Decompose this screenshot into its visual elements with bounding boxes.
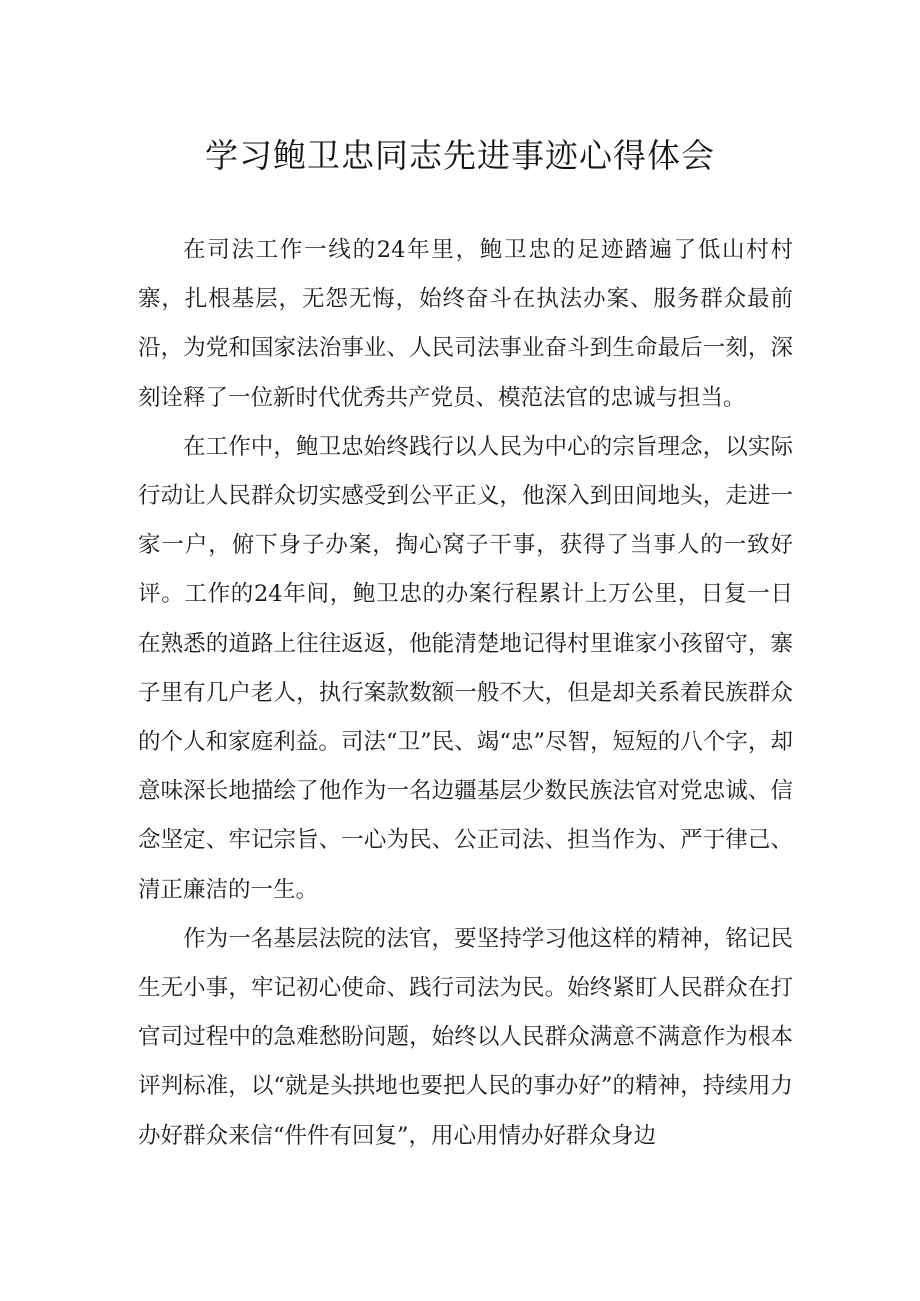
- document-title: 学习鲍卫忠同志先进事迹心得体会: [205, 136, 715, 175]
- paragraph-3: 作为一名基层法院的法官，要坚持学习他这样的精神，铭记民生无小事，牢记初心使命、践行司法为民。始终紧盯人民群众在打官司过程中的急难愁盼问题，始终以人民群众满意不满意作为根本评判标准，以“就是头拱地也要把人民的事办好”的精神，持续用力办好群众来信“件件有回复”，用心用情办好群众身边: [138, 925, 793, 1149]
- paragraph-2: 在工作中，鲍卫忠始终践行以人民为中心的宗旨理念，以实际行动让人民群众切实感受到公平正义，他深入到田间地头，走进一家一户，俯下身子办案，掏心窝子干事，获得了当事人的一致好评。工作的24年间，鲍卫忠的办案行程累计上万公里，日复一日在熟悉的道路上往往返返，他能清楚地记得村里谁家小孩留守，寨子里有几户老人，执行案款数额一般不大，但是却关系着民族群众的个人和家庭利益。司法“卫”民、竭“忠”尽智，短短的八个字，却意味深长地描绘了他作为一名边疆基层少数民族法官对党忠诚、信念坚定、牢记宗旨、一心为民、公正司法、担当作为、严于律己、清正廉洁的一生。: [138, 433, 793, 903]
- paragraph-1: 在司法工作一线的24年里，鲍卫忠的足迹踏遍了低山村村寨，扎根基层，无怨无悔，始终奋斗在执法办案、服务群众最前沿，为党和国家法治事业、人民司法事业奋斗到生命最后一刻，深刻诠释了一位新时代优秀共产党员、模范法官的忠诚与担当。: [138, 237, 793, 411]
- document-body: [138, 226, 793, 1161]
